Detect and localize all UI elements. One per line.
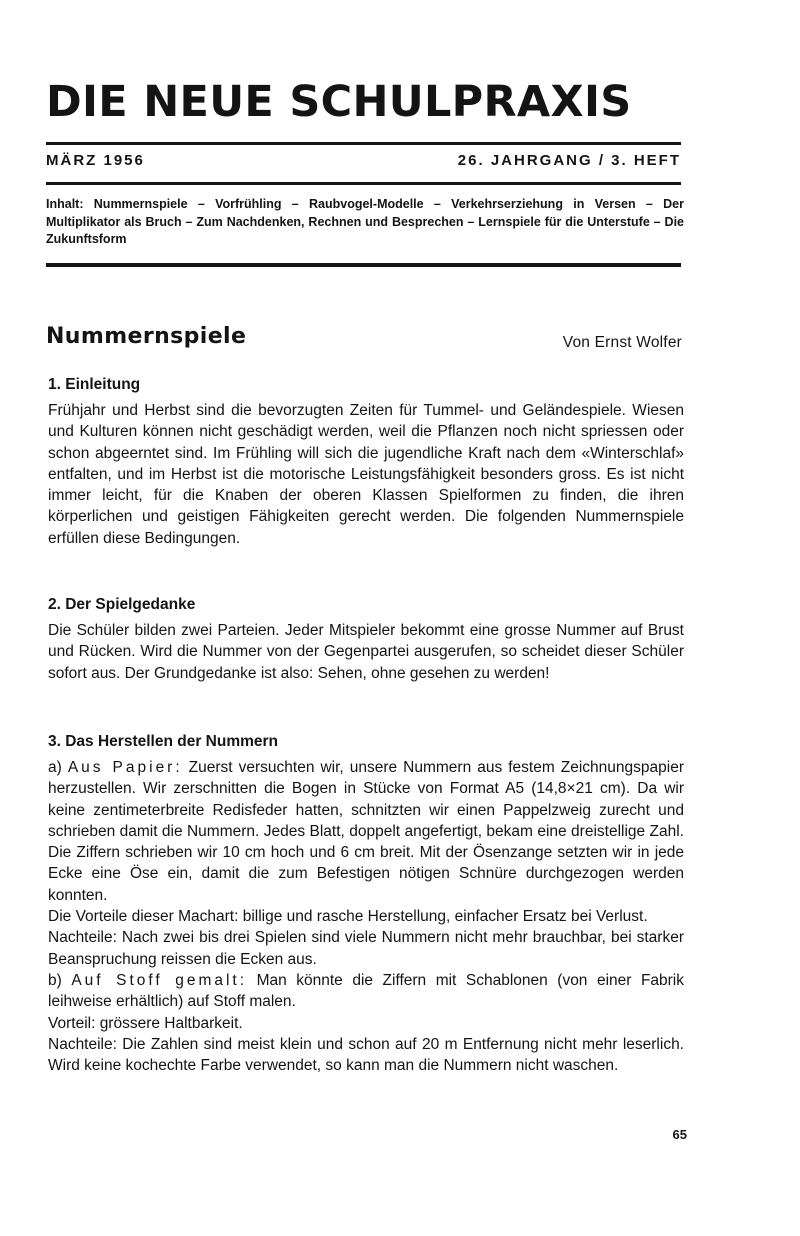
article-title: Nummernspiele [46, 324, 247, 349]
item-prefix: b) [48, 971, 72, 989]
header-rule-top [46, 142, 681, 145]
fabric-disadvantages: Nachteile: Die Zahlen sind meist klein und schon auf 20 m Entfernung nicht mehr leserlich. Wird keine kochechte Farbe verwendet, so kann man die Nummern nicht waschen. [48, 1035, 684, 1075]
paper-method-text: Zuerst versuchten wir, unsere Nummern aus festem Zeichnungspapier herzustellen. Wir zerschnitten die Bogen in Stücke von Format A5 (14,8×21 cm). Da wir keine zentimeterbreite Redisfeder hatten, schnitzten wir einen Pappelzweig zurecht und schrieben damit die Nummern. Jedes Blatt, doppelt angefertigt, bekam eine dreistellige Zahl. Die Ziffern schrieben wir 10 cm hoch und 6 cm breit. Mit der Ösenzange setzten wir in jede Ecke eine Öse ein, damit die zum Befestigen nötigen Schnüre durchgezogen werden konnten. [48, 759, 684, 904]
section-body: Frühjahr und Herbst sind die bevorzugten Zeiten für Tummel- und Geländespiele. Wiesen und Kulturen können nicht geschädigt werden, weil die Pflanzen noch nicht spriessen oder schon abgeerntet sind. Im Frühling will sich die jugendliche Kraft nach dem «Winterschlaf» entfalten, und im Herbst ist die motorische Leistungsfähigkeit besonders gross. Es ist nicht immer leicht, für die Knaben der oberen Klassen Spielformen zu finden, die ihren körperlichen und geistigen Fähigkeiten gerecht werden. Die folgenden Nummernspiele erfüllen diese Bedingungen. [48, 402, 684, 547]
fabric-method-paragraph [48, 970, 684, 1013]
paper-advantages: Die Vorteile dieser Machart: billige und rasche Herstellung, einfacher Ersatz bei Verlust. [48, 908, 648, 926]
item-prefix: a) [48, 759, 68, 776]
page-number: 65 [672, 1127, 687, 1142]
article-author: Von Ernst Wolfer [562, 334, 682, 351]
journal-title: DIE NEUE SCHULPRAXIS [46, 77, 632, 127]
fabric-method-label: Auf Stoff gemalt: [71, 971, 248, 989]
section-introduction [48, 374, 684, 549]
section-heading: 3. Das Herstellen der Nummern [48, 733, 279, 750]
header-rule-bottom [46, 263, 681, 267]
issue-info-row [46, 152, 681, 174]
contents-label: Inhalt: [46, 197, 84, 211]
section-making-numbers [48, 731, 684, 1076]
paper-method-label: Aus Papier: [67, 759, 183, 776]
section-heading: 2. Der Spielgedanke [48, 596, 196, 613]
paper-disadvantages: Nachteile: Nach zwei bis drei Spielen sind viele Nummern nicht mehr brauchbar, bei starker Beanspruchung reissen die Ecken aus. [48, 929, 684, 968]
issue-volume: 26. JAHRGANG / 3. HEFT [457, 152, 681, 169]
paper-method-paragraph [48, 757, 684, 906]
table-of-contents [46, 196, 684, 249]
section-heading: 1. Einleitung [48, 376, 141, 393]
issue-date: MÄRZ 1956 [46, 152, 145, 169]
fabric-method-text: Man könnte die Ziffern mit Schablonen (von einer Fabrik leihweise erhältlich) auf Stoff malen. [48, 971, 685, 1011]
section-body: Die Schüler bilden zwei Parteien. Jeder Mitspieler bekommt eine grosse Nummer auf Brust und Rücken. Wird die Nummer von der Gegenpartei ausgerufen, so scheidet dieser Schüler sofort aus. Der Grundgedanke ist also: Sehen, ohne gesehen zu werden! [48, 622, 684, 682]
header-rule-middle [46, 182, 681, 185]
section-game-idea [48, 594, 684, 684]
fabric-advantage: Vorteil: grössere Haltbarkeit. [48, 1014, 243, 1032]
contents-text: Nummernspiele – Vorfrühling – Raubvogel-Modelle – Verkehrserziehung in Versen – Der Multiplikator als Bruch – Zum Nachdenken, Rechnen und Besprechen – Lernspiele für die Unterstufe – Die Zukunftsform [46, 197, 684, 246]
